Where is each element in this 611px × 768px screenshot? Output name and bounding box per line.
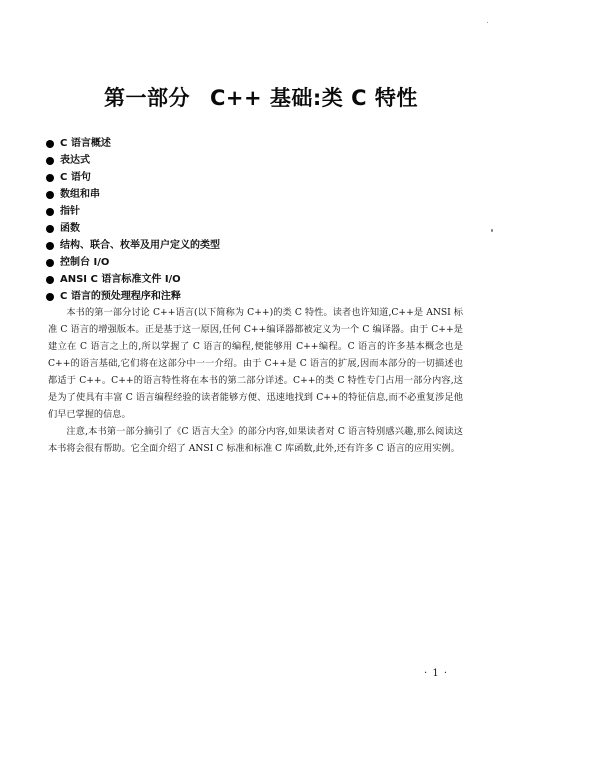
part-title (104, 82, 418, 112)
topic-list (46, 135, 220, 305)
topic-item (46, 203, 220, 220)
topic-item (46, 135, 220, 152)
topic-label: 表达式 (60, 155, 90, 166)
bullet-icon (46, 293, 54, 301)
bullet-icon (46, 157, 54, 165)
paragraph: 本书的第一部分讨论 C++语言(以下简称为 C++)的类 C 特性。读者也许知道,C++是 ANSI 标准 C 语言的增强版本。正是基于这一原因,任何 C++编译器都被定义为一个 C 编译器。由于 C++是建立在 C 语言之上的,所以掌握了 C 语言的编程,便能够用 C++编程。C 语言的许多基本概念也是 C++的语言基础,它们将在这部分中一一介绍。由于 C++是 C 语言的扩展,因而本部分的一切描述也都适于 C++。C++的语言特性将在本书的第二部分详述。C++的类 C 特性专门占用一部分内容,这是为了使具有丰富 C 语言编程经验的读者能够方便、迅速地找到 C++的特征信息,而不必重复涉足他们早已掌握的信息。 (48, 307, 463, 420)
page-number: · 1 · (424, 668, 449, 679)
topic-label: 指针 (60, 206, 80, 217)
scan-speck (491, 229, 493, 232)
bullet-icon (46, 140, 54, 148)
topic-item (46, 237, 220, 254)
bullet-icon (46, 259, 54, 267)
paragraph: 注意,本书第一部分摘引了《C 语言大全》的部分内容,如果读者对 C 语言特别感兴趣,那么阅读这本书将会很有帮助。它全面介绍了 ANSI C 标准和标准 C 库函数,此外,还有许多 C 语言的应用实例。 (48, 426, 463, 454)
topic-label: C 语言的预处理程序和注释 (60, 291, 181, 302)
topic-item (46, 220, 220, 237)
bullet-icon (46, 276, 54, 284)
bullet-icon (46, 191, 54, 199)
bullet-icon (46, 208, 54, 216)
part-title-subject: C++ 基础:类 C 特性 (210, 86, 418, 110)
topic-label: ANSI C 语言标准文件 I/O (60, 274, 181, 285)
topic-label: C 语言概述 (60, 138, 111, 149)
part-title-label: 第一部分 (104, 86, 190, 110)
topic-label: 函数 (60, 223, 80, 234)
topic-item (46, 169, 220, 186)
topic-item (46, 186, 220, 203)
scan-speck (487, 22, 488, 23)
bullet-icon (46, 225, 54, 233)
bullet-icon (46, 242, 54, 250)
topic-item (46, 288, 220, 305)
intro-text (48, 304, 463, 457)
topic-label: 控制台 I/O (60, 257, 110, 268)
topic-item (46, 254, 220, 271)
bullet-icon (46, 174, 54, 182)
topic-item (46, 152, 220, 169)
topic-item (46, 271, 220, 288)
topic-label: C 语句 (60, 172, 91, 183)
topic-label: 结构、联合、枚举及用户定义的类型 (60, 240, 220, 251)
topic-label: 数组和串 (60, 189, 100, 200)
